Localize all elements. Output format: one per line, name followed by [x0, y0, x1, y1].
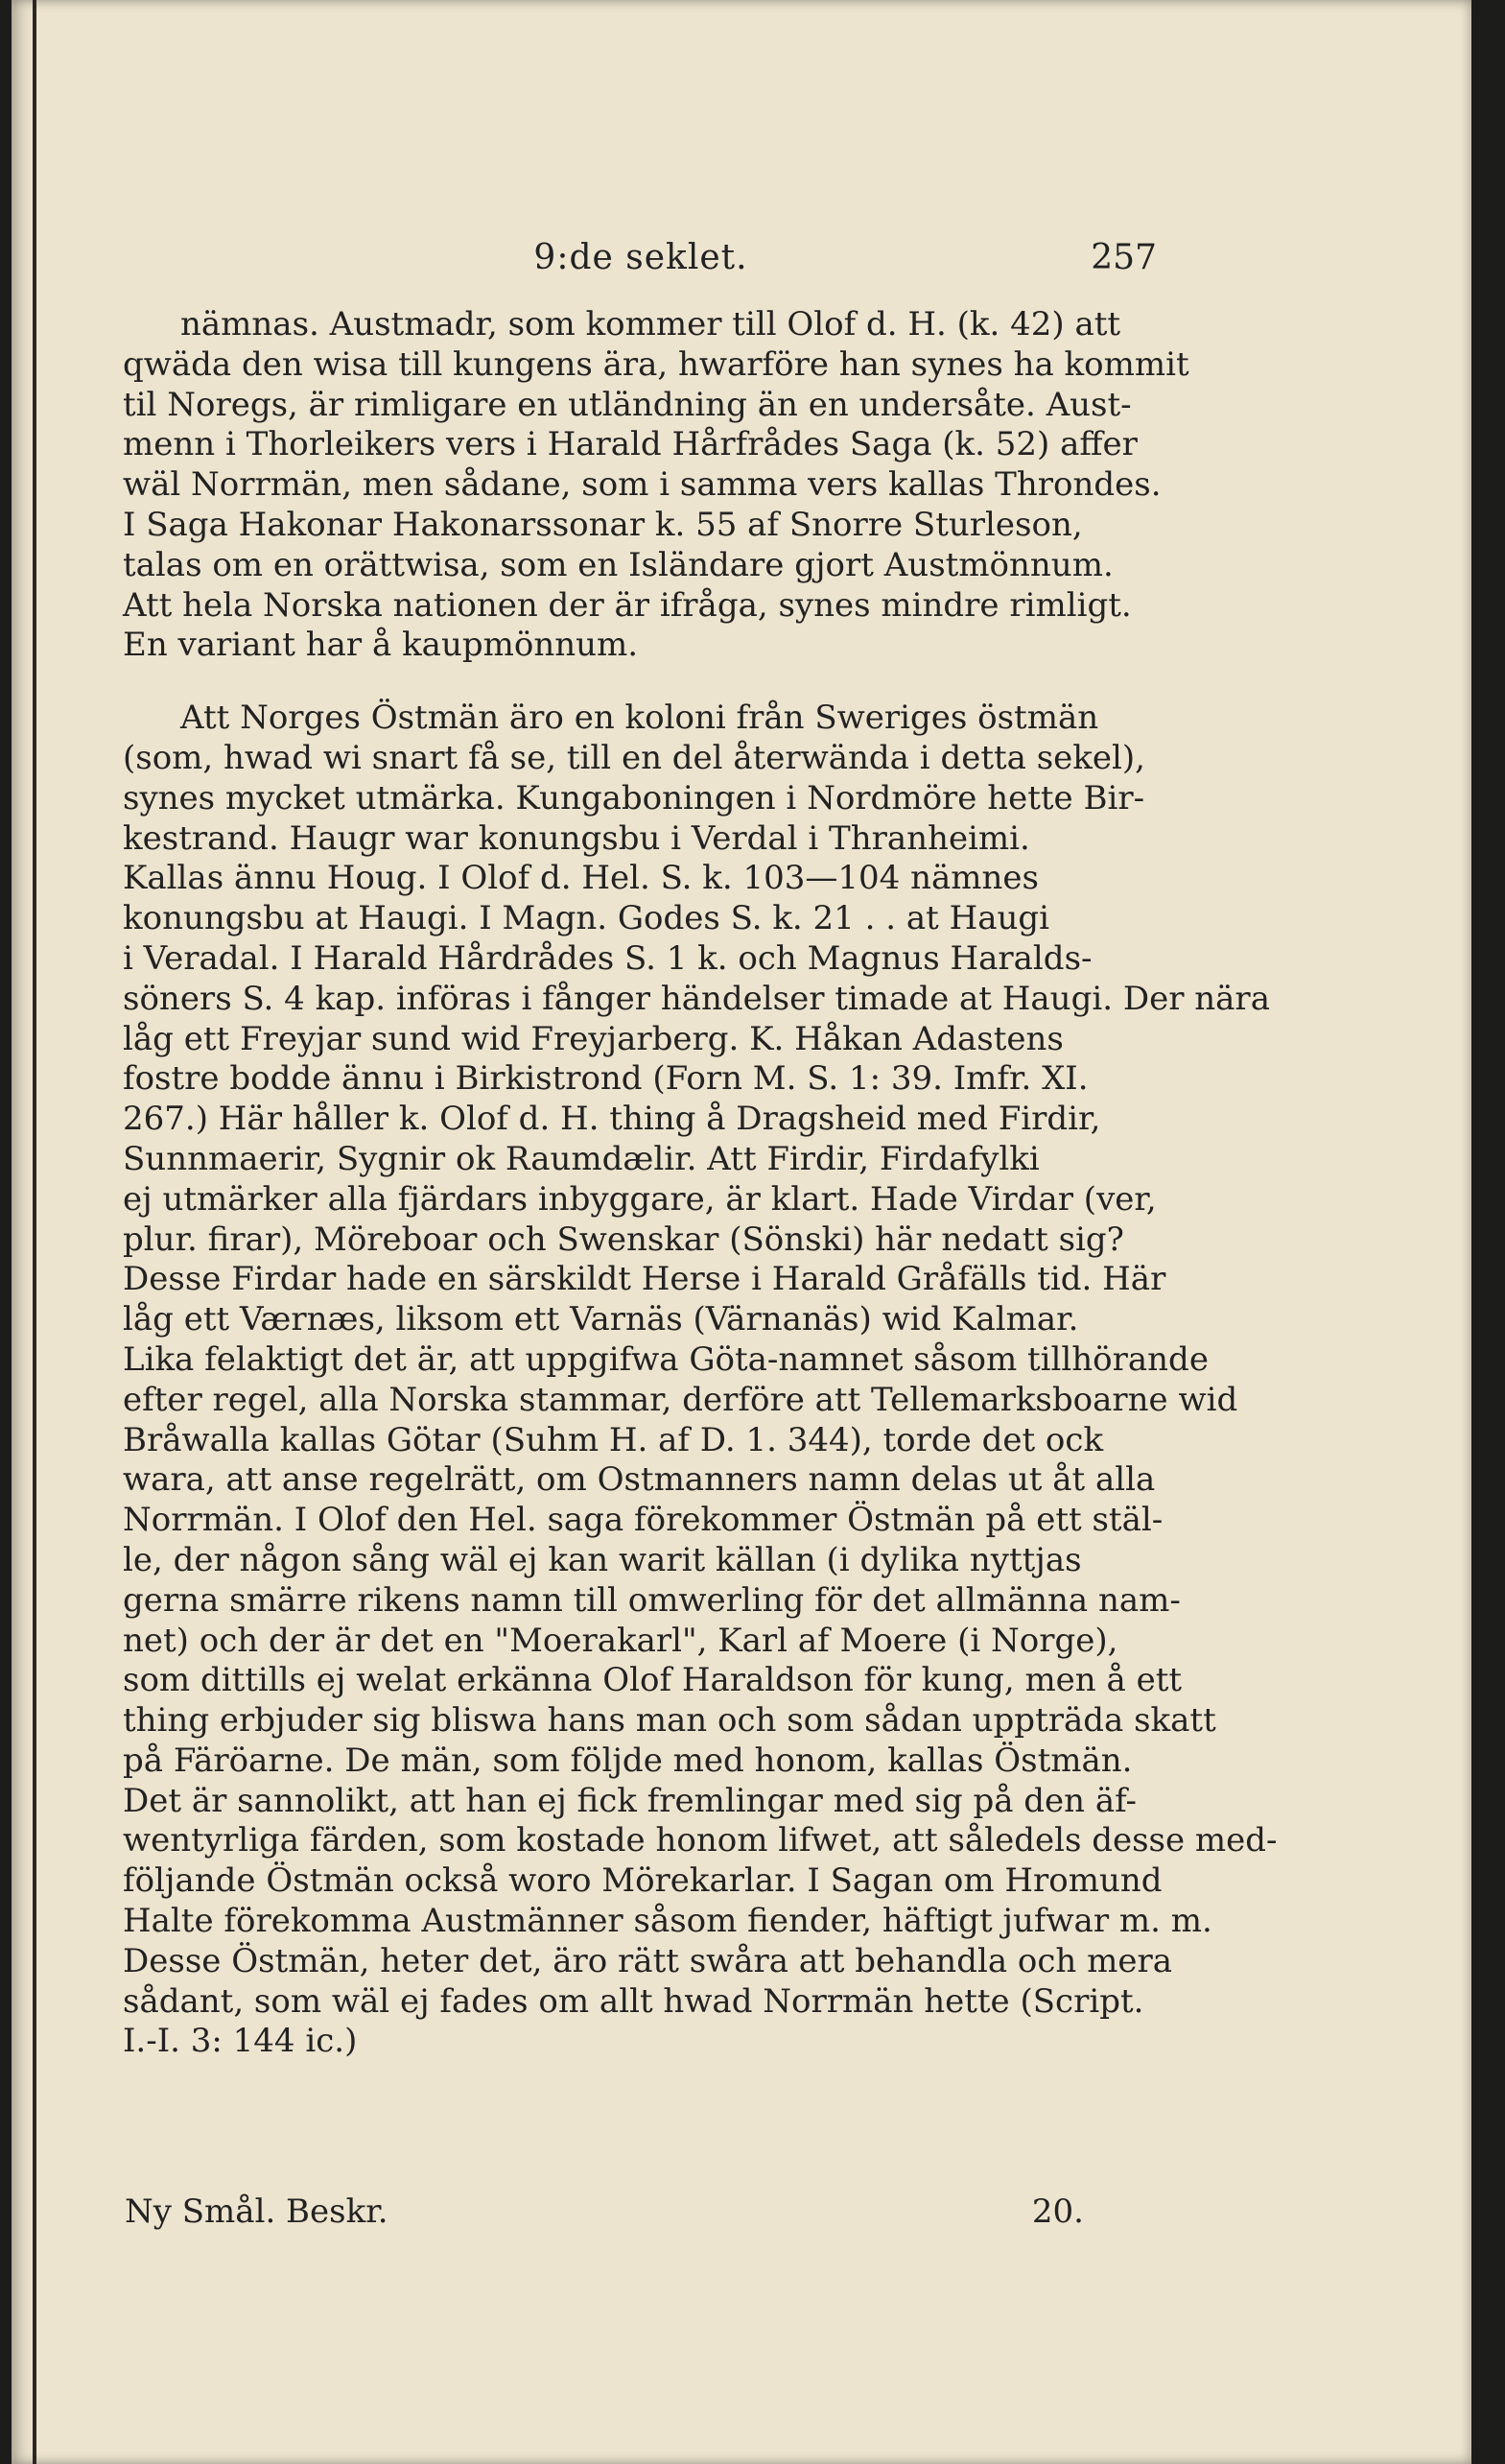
text-line: Halte förekomma Austmänner såsom fiender, häftigt jufwar m. m. [123, 1902, 1212, 1941]
text-line: wäl Norrmän, men sådane, som i samma vers kallas Throndes. [123, 465, 1162, 505]
page-body-text [123, 305, 1278, 2062]
page-footer [125, 2192, 1084, 2240]
text-line: i Veradal. I Harald Hårdrådes S. 1 k. och Magnus Haralds- [123, 938, 1093, 978]
text-line: Att hela Norska nationen der är ifråga, synes mindre rimligt. [123, 585, 1132, 625]
text-line: sådant, som wäl ej fades om allt hwad Norrmän hette (Script. [123, 1981, 1144, 2021]
text-line: Lika felaktigt det är, att uppgifwa Göta-namnet såsom tillhörande [123, 1339, 1209, 1379]
text-line: konungsbu at Haugi. I Magn. Godes S. k. 21 . . at Haugi [123, 899, 1050, 938]
text-line: net) och der är det en "Moerakarl", Karl af Moere (i Norge), [123, 1621, 1118, 1660]
text-line: på Färöarne. De män, som följde med honom, kallas Östmän. [123, 1741, 1133, 1780]
page-number: 257 [1091, 238, 1157, 277]
text-line: fostre bodde ännu i Birkistrond (Forn M. S. 1: 39. Imfr. XI. [123, 1059, 1089, 1099]
signature-mark: Ny Smål. Beskr. [125, 2192, 388, 2231]
text-line: I.-I. 3: 144 ic.) [123, 2022, 358, 2061]
text-line: söners S. 4 kap. införas i fånger händelser timade at Haugi. Der nära [123, 979, 1270, 1018]
text-line: följande Östmän också woro Mörekarlar. I Sagan om Hromund [123, 1861, 1163, 1901]
text-line: 267.) Här håller k. Olof d. H. thing å Dragsheid med Firdir, [123, 1100, 1101, 1139]
text-line: thing erbjuder sig bliswa hans man och som sådan uppträda skatt [123, 1701, 1216, 1741]
text-line: I Saga Hakonar Hakonarssonar k. 55 af Snorre Sturleson, [123, 505, 1083, 544]
text-line: le, der någon sång wäl ej kan warit källan (i dylika nyttjas [123, 1540, 1082, 1579]
paragraph [123, 305, 1189, 666]
text-line: ej utmärker alla fjärdars inbyggare, är klart. Hade Virdar (ver, [123, 1179, 1157, 1219]
running-head [125, 238, 1157, 296]
text-line: Desse Östmän, heter det, äro rätt swåra att behandla och mera [123, 1941, 1173, 1980]
text-line: Norrmän. I Olof den Hel. saga förekommer Östmän på ett stäl- [123, 1501, 1164, 1540]
text-line: (som, hwad wi snart få se, till en del återwända i detta sekel), [123, 738, 1145, 777]
text-line: wentyrliga färden, som kostade honom lifwet, att såledels desse med- [123, 1821, 1278, 1860]
text-line: menn i Thorleikers vers i Harald Hårfrådes Saga (k. 52) affer [123, 425, 1138, 464]
text-line: Bråwalla kallas Götar (Suhm H. af D. 1. 344), torde det ock [123, 1420, 1104, 1459]
text-line: qwäda den wisa till kungens ära, hwarföre han synes ha kommit [123, 344, 1189, 384]
paragraph [123, 699, 1278, 2062]
text-line: talas om en orättwisa, som en Isländare gjort Austmönnum. [123, 545, 1114, 584]
text-line: som dittills ej welat erkänna Olof Haraldson för kung, men å ett [123, 1661, 1183, 1700]
text-line: låg ett Freyjar sund wid Freyjarberg. K. Håkan Adastens [123, 1019, 1064, 1058]
text-line: efter regel, alla Norska stammar, derföre att Tellemarksboarne wid [123, 1380, 1238, 1419]
text-line: Det är sannolikt, att han ej fick fremlingar med sig på den äf- [123, 1781, 1138, 1820]
text-line: Att Norges Östmän äro en koloni från Sweriges östmän [180, 699, 1099, 738]
text-line: gerna smärre rikens namn till omwerling för det allmänna nam- [123, 1580, 1181, 1620]
text-line: nämnas. Austmadr, som kommer till Olof d. H. (k. 42) att [180, 305, 1121, 344]
page-spine-edge [33, 0, 36, 2464]
text-line: Sunnmaerir, Sygnir ok Raumdælir. Att Firdir, Firdafylki [123, 1139, 1040, 1178]
running-head-title: 9:de seklet. [533, 238, 748, 277]
text-line: Kallas ännu Houg. I Olof d. Hel. S. k. 103—104 nämnes [123, 859, 1039, 898]
signature-number: 20. [1031, 2192, 1084, 2231]
text-line: wara, att anse regelrätt, om Ostmanners namn delas ut åt alla [123, 1460, 1156, 1500]
text-line: En variant har å kaupmönnum. [123, 626, 639, 665]
text-line: til Noregs, är rimligare en utländning än en undersåte. Aust- [123, 385, 1132, 424]
text-line: låg ett Værnæs, liksom ett Varnäs (Värnanäs) wid Kalmar. [123, 1300, 1079, 1339]
text-line: synes mycket utmärka. Kungaboningen i Nordmöre hette Bir- [123, 778, 1145, 817]
text-line: kestrand. Haugr war konungsbu i Verdal i Thranheimi. [123, 818, 1030, 858]
text-line: plur. firar), Möreboar och Swenskar (Sönski) här nedatt sig? [123, 1220, 1124, 1259]
text-line: Desse Firdar hade en särskildt Herse i Harald Gråfälls tid. Här [123, 1260, 1166, 1299]
